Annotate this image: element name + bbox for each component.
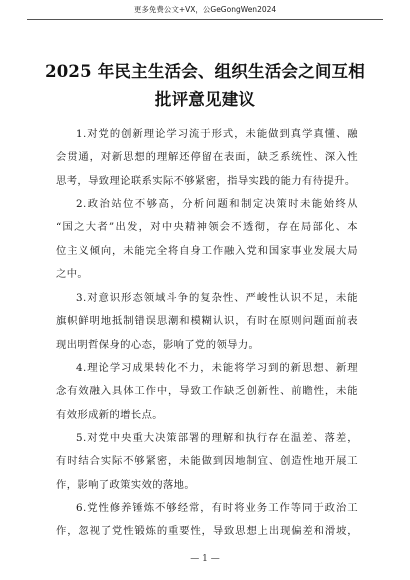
paragraph-line: 5.对党中央重大决策部署的理解和执行存在温差、落差，: [76, 432, 358, 444]
paragraph-line: 位主义倾向，未能完全将自身工作融入党和国家事业发展大局: [56, 244, 358, 257]
paragraph-line: 作，影响了政策实效的落地。: [56, 478, 196, 491]
paragraph-line: 有效形成新的增长点。: [56, 408, 163, 421]
header-divider: [27, 19, 383, 20]
header-note: 更多免费公文+VX，公GeGongWen2024: [133, 5, 277, 14]
document-title-line-1: 2025 年民主生活会、组织生活会之间互相: [45, 62, 365, 81]
paragraph-line: 旗帜鲜明地抵制错误思潮和模糊认识，有时在原则问题面前表: [56, 315, 358, 328]
paragraph-line: 6.党性修养锤炼不够经常，有时将业务工作等同于政治工: [76, 502, 358, 514]
paragraph-line: 1.对党的创新理论学习流于形式，未能做到真学真懂、融: [76, 128, 358, 140]
paragraph-line: 2.政治站位不够高，分析问题和制定决策时未能始终从: [76, 198, 358, 210]
paragraph-line: 有时结合实际不够紧密，未能做到因地制宜、创造性地开展工: [56, 455, 358, 468]
paragraph-4: [56, 357, 358, 427]
paragraph-line: “国之大者”出发，对中央精神领会不透彻，存在局部化、本: [56, 221, 358, 234]
paragraph-line: 4.理论学习成果转化不力，未能将学习到的新思想、新理: [76, 362, 358, 374]
paragraph-line: 念有效融入具体工作中，导致工作缺乏创新性、前瞻性，未能: [56, 385, 358, 398]
paragraph-line: 思考，导致理论联系实际不够紧密，指导实践的能力有待提升。: [56, 174, 356, 187]
paragraph-3: [56, 287, 358, 357]
paragraph-line: 作，忽视了党性锻炼的重要性，导致思想上出现偏差和滑坡，: [56, 525, 358, 538]
paragraph-line: 现出明哲保身的心态，影响了党的领导力。: [56, 338, 260, 351]
paragraph-1: [56, 123, 358, 193]
paragraph-2: [56, 193, 358, 287]
paragraph-6: [56, 497, 358, 544]
paragraph-line: 之中。: [56, 268, 89, 281]
page-number: — 1 —: [190, 554, 220, 564]
paragraph-line: 3.对意识形态领域斗争的复杂性、严峻性认识不足，未能: [76, 292, 358, 304]
paragraph-5: [56, 427, 358, 497]
document-title-line-2: 批评意见建议: [154, 90, 256, 109]
paragraph-line: 会贯通，对新思想的理解还停留在表面，缺乏系统性、深入性: [56, 151, 358, 164]
